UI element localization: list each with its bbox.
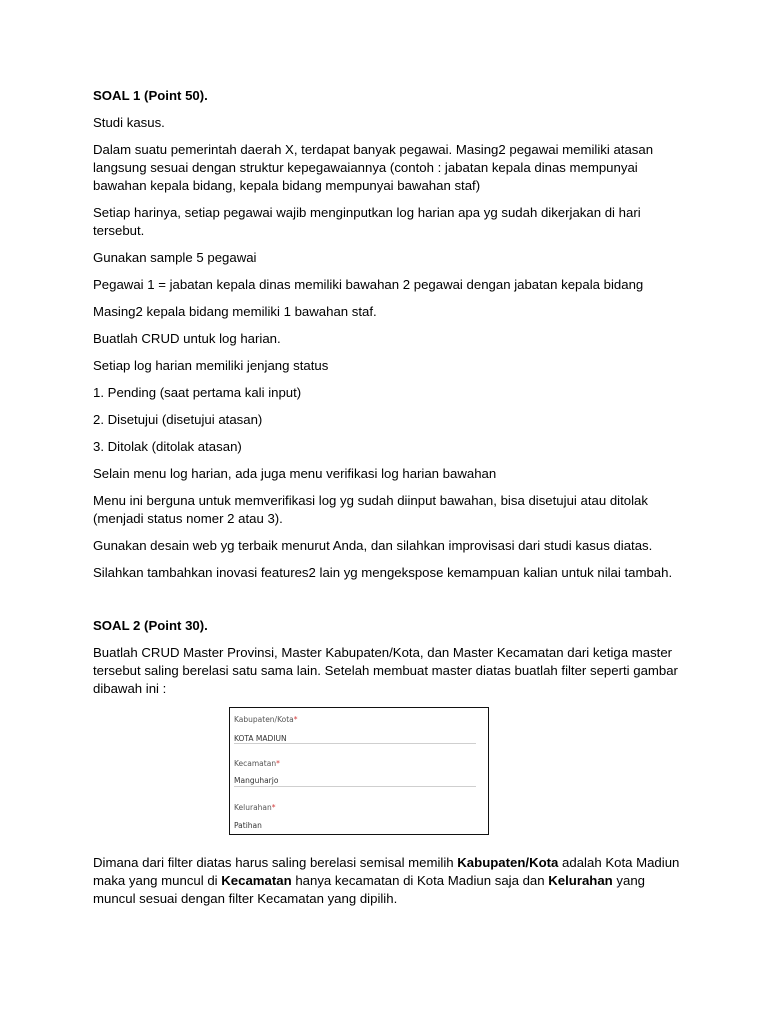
field-underline [234,743,476,744]
list-item-pending: 1. Pending (saat pertama kali input) [93,385,302,400]
field-label: Kabupaten/Kota* [234,715,298,724]
paragraph: Buatlah CRUD untuk log harian. [93,331,281,346]
required-mark: * [293,715,298,724]
field-value: Patihan [234,821,262,830]
bold-kecamatan: Kecamatan [221,873,292,888]
filter-form-figure [229,707,489,835]
paragraph: Silahkan tambahkan inovasi features2 lain yg mengekspose kemampuan kalian untuk nilai tambah. [93,565,673,580]
soal2-title: SOAL 2 (Point 30). [93,618,208,633]
field-value: KOTA MADIUN [234,734,287,743]
paragraph: Dalam suatu pemerintah daerah X, terdapat banyak pegawai. Masing2 pegawai memiliki atasan langsung sesuai dengan struktur kepegawaiannya (contoh : jabatan kepala dinas mempunyai bawahan kepala bidang, kepala bidang mempunyai bawahan staf) [93,142,654,193]
document-content [93,87,683,917]
section-spacer [93,591,683,617]
field-underline [234,786,476,787]
paragraph: Studi kasus. [93,115,165,130]
kabupaten-kota-field [234,710,476,750]
required-mark: * [276,759,280,768]
field-label: Kelurahan* [234,803,276,812]
field-label: Kecamatan* [234,759,280,768]
soal2-intro: Buatlah CRUD Master Provinsi, Master Kabupaten/Kota, dan Master Kecamatan dari ketiga master tersebut saling berelasi satu sama lain. Setelah membuat master diatas buatlah filter seperti gambar dibawah ini : [93,645,678,696]
soal2-closing: Dimana dari filter diatas harus saling berelasi semisal memilih Kabupaten/Kota adalah Kota Madiun maka yang muncul di Kecamatan hanya kecamatan di Kota Madiun saja dan Kelurahan yang muncul sesuai dengan filter Kecamatan yang dipilih. [93,855,680,906]
list-item-ditolak: 3. Ditolak (ditolak atasan) [93,439,242,454]
kelurahan-field [234,798,476,834]
paragraph: Pegawai 1 = jabatan kepala dinas memiliki bawahan 2 pegawai dengan jabatan kepala bidang [93,277,644,292]
paragraph: Selain menu log harian, ada juga menu verifikasi log harian bawahan [93,466,497,481]
paragraph: Setiap harinya, setiap pegawai wajib menginputkan log harian apa yg sudah dikerjakan di hari tersebut. [93,205,641,238]
required-mark: * [271,803,276,812]
soal1-title: SOAL 1 (Point 50). [93,88,208,103]
paragraph: Gunakan sample 5 pegawai [93,250,257,265]
paragraph: Masing2 kepala bidang memiliki 1 bawahan staf. [93,304,377,319]
list-item-disetujui: 2. Disetujui (disetujui atasan) [93,412,263,427]
kecamatan-field [234,754,476,794]
field-value: Manguharjo [234,776,279,785]
paragraph: Gunakan desain web yg terbaik menurut Anda, dan silahkan improvisasi dari studi kasus diatas. [93,538,653,553]
bold-kabupaten-kota: Kabupaten/Kota [457,855,559,870]
paragraph: Setiap log harian memiliki jenjang status [93,358,329,373]
bold-kelurahan: Kelurahan [548,873,613,888]
paragraph: Menu ini berguna untuk memverifikasi log yg sudah diinput bawahan, bisa disetujui atau ditolak (menjadi status nomer 2 atau 3). [93,493,648,526]
